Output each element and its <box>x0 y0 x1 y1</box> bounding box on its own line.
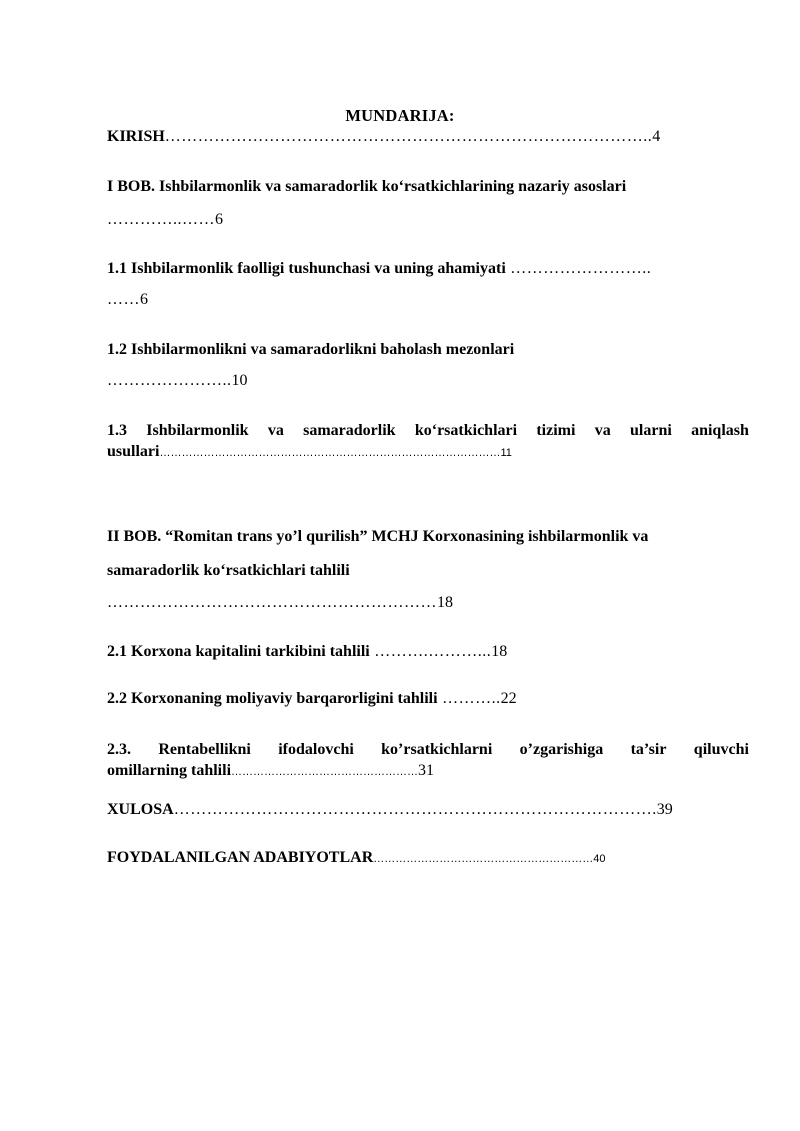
toc-page-number: 40 <box>593 853 606 865</box>
toc-entry-2-1[interactable] <box>107 642 507 662</box>
toc-word: samaradorlik <box>303 422 396 439</box>
toc-word: va <box>267 422 284 439</box>
toc-page-number: 6 <box>140 291 148 308</box>
toc-label: usullari <box>107 443 160 460</box>
toc-label: 1.2 Ishbilarmonlikni va samaradorlikni baholash mezonlari <box>107 341 515 358</box>
toc-label: samaradorlik koʻrsatkichlari tahlili <box>107 562 350 579</box>
toc-label: XULOSA <box>107 801 174 818</box>
toc-entry-2-3-cont <box>107 761 434 782</box>
toc-entry-1-3[interactable] <box>107 421 749 441</box>
toc-label: I BOB. Ishbilarmonlik va samaradorlik koʻrsatkichlarining nazariy asoslari <box>107 178 627 195</box>
toc-word: o’zgarishiga <box>519 741 604 758</box>
toc-dots: …………..…… <box>107 211 215 228</box>
toc-entry-bob1-page <box>107 210 223 230</box>
toc-entry-2-2[interactable] <box>107 689 517 709</box>
toc-page-number: 22 <box>500 690 517 707</box>
toc-entry-adabiyotlar[interactable] <box>107 848 606 869</box>
toc-entry-2-3[interactable] <box>107 740 749 760</box>
toc-label: 2.1 Korxona kapitalini tarkibini tahlili <box>107 643 370 660</box>
toc-dots: …… <box>107 291 140 308</box>
toc-dots: …………………………………………………… <box>107 594 437 611</box>
toc-page-number: 6 <box>215 211 223 228</box>
toc-page-number: 31 <box>418 762 435 779</box>
toc-word: Rentabellikni <box>158 741 251 758</box>
toc-dots: …………………….. <box>505 260 652 277</box>
toc-word: va <box>594 422 611 439</box>
toc-word: 1.3 <box>107 422 127 439</box>
toc-entry-1-3-cont <box>107 442 512 463</box>
toc-label: 1.1 Ishbilarmonlik faolligi tushunchasi va uning ahamiyati <box>107 260 506 277</box>
toc-page-number: 18 <box>437 594 453 611</box>
toc-dots: ………………………………………………………………………………… <box>159 447 501 459</box>
toc-page-number: 4 <box>652 128 661 145</box>
toc-word: koʻrsatkichlari <box>414 422 518 439</box>
toc-entry-bob2[interactable] <box>107 527 648 547</box>
toc-entry-1-2[interactable] <box>107 340 514 360</box>
toc-word: ta’sir <box>630 741 667 758</box>
toc-entry-1-1-page <box>107 290 148 310</box>
toc-dots: ……………………………………………………………………………. <box>173 801 657 818</box>
toc-label: FOYDALANILGAN ADABIYOTLAR <box>107 849 374 866</box>
toc-dots: …………………………………………… <box>231 766 419 778</box>
toc-entry-1-2-page <box>107 371 248 391</box>
toc-entry-bob2-cont <box>107 561 350 581</box>
toc-dots: ……….. <box>437 690 501 707</box>
toc-word: aniqlash <box>691 422 749 439</box>
toc-dots: …………………………………………………… <box>373 853 594 865</box>
toc-entry-kirish[interactable] <box>107 127 660 147</box>
toc-entry-xulosa[interactable] <box>107 800 673 820</box>
toc-dots: ………………….. <box>107 372 232 389</box>
toc-entry-1-1[interactable] <box>107 259 651 279</box>
toc-label: omillarning tahlili <box>107 762 232 779</box>
toc-page-number: 11 <box>500 447 512 459</box>
toc-label: 2.2 Korxonaning moliyaviy barqarorligini tahlili <box>107 690 438 707</box>
page-title: MUNDARIJA: <box>345 106 455 125</box>
toc-page-number: 39 <box>656 801 673 818</box>
toc-word: qiluvchi <box>693 741 749 758</box>
toc-entry-bob2-page <box>107 593 453 613</box>
toc-word: ularni <box>630 422 672 439</box>
toc-label: II BOB. “Romitan trans yo’l qurilish” MCHJ Korxonasining ishbilarmonlik va <box>107 528 649 545</box>
toc-word: ifodalovchi <box>278 741 354 758</box>
toc-word: tizimi <box>536 422 576 439</box>
toc-dots: …………………………………………………………………………….. <box>164 128 653 145</box>
toc-dots: ……….………... <box>369 643 492 660</box>
toc-word: ko’rsatkichlarni <box>381 741 493 758</box>
toc-word: 2.3. <box>107 741 131 758</box>
toc-entry-bob1[interactable] <box>107 177 626 197</box>
toc-word: Ishbilarmonlik <box>146 422 249 439</box>
toc-page-number: 18 <box>491 643 508 660</box>
toc-page-number: 10 <box>231 372 248 389</box>
toc-label: KIRISH <box>107 128 165 145</box>
